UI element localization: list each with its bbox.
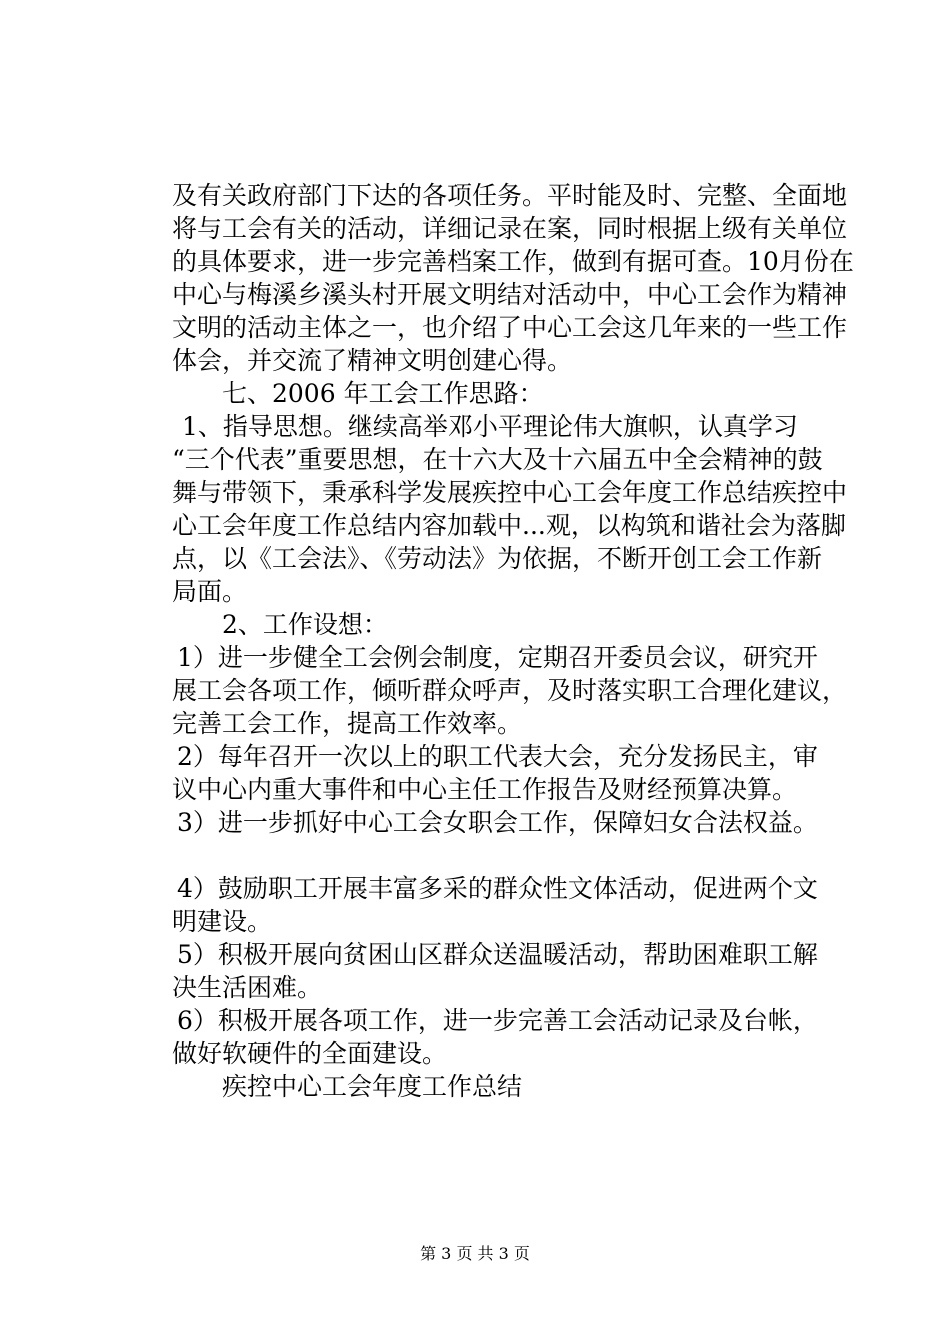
text-line: 局面。 <box>172 577 248 606</box>
text-line: 做好软硬件的全面建设。 <box>172 1039 448 1068</box>
text-line: 中心与梅溪乡溪头村开展文明结对活动中，中心工会作为精神 <box>172 280 848 309</box>
text-line: 将与工会有关的活动，详细记录在案，同时根据上级有关单位 <box>172 214 848 243</box>
text-line: 3）进一步抓好中心工会女职会工作，保障妇女合法权益。 <box>177 808 818 837</box>
text-line: 2）每年召开一次以上的职工代表大会，充分发扬民主，审 <box>177 742 818 771</box>
subsection-heading: 2、工作设想： <box>222 610 388 639</box>
text-line: 心工会年度工作总结内容加载中...观，以构筑和谐社会为落脚 <box>172 511 846 540</box>
text-line: 完善工会工作，提高工作效率。 <box>172 709 523 738</box>
text-line: 点，以《工会法》、《劳动法》为依据，不断开创工会工作新 <box>172 544 823 573</box>
page-number: 第 3 页 共 3 页 <box>420 1244 530 1263</box>
text-line: 1、指导思想。继续高举邓小平理论伟大旗帜，认真学习 <box>182 412 798 441</box>
text-line: 决生活困难。 <box>172 973 323 1002</box>
section-heading: 七、2006 年工会工作思路： <box>222 379 544 408</box>
text-line: 1）进一步健全工会例会制度，定期召开委员会议，研究开 <box>177 643 818 672</box>
text-line: 4）鼓励职工开展丰富多采的群众性文体活动，促进两个文 <box>177 874 818 903</box>
document-title-footer: 疾控中心工会年度工作总结 <box>222 1072 523 1101</box>
text-line: 体会，并交流了精神文明创建心得。 <box>172 346 573 375</box>
text-line: 议中心内重大事件和中心主任工作报告及财经预算决算。 <box>172 775 798 804</box>
text-line: 展工会各项工作，倾听群众呼声，及时落实职工合理化建议， <box>172 676 848 705</box>
text-line: “三个代表”重要思想，在十六大及十六届五中全会精神的鼓 <box>172 445 823 474</box>
text-line: 文明的活动主体之一，也介绍了中心工会这几年来的一些工作 <box>172 313 848 342</box>
text-line: 的具体要求，进一步完善档案工作，做到有据可查。10月份在 <box>172 247 854 276</box>
text-line: 5）积极开展向贫困山区群众送温暖活动，帮助困难职工解 <box>177 940 818 969</box>
text-line: 明建设。 <box>172 907 273 936</box>
text-line: 舞与带领下，秉承科学发展疾控中心工会年度工作总结疾控中 <box>172 478 848 507</box>
text-line: 6）积极开展各项工作，进一步完善工会活动记录及台帐， <box>177 1006 818 1035</box>
text-line: 及有关政府部门下达的各项任务。平时能及时、完整、全面地 <box>172 181 848 210</box>
